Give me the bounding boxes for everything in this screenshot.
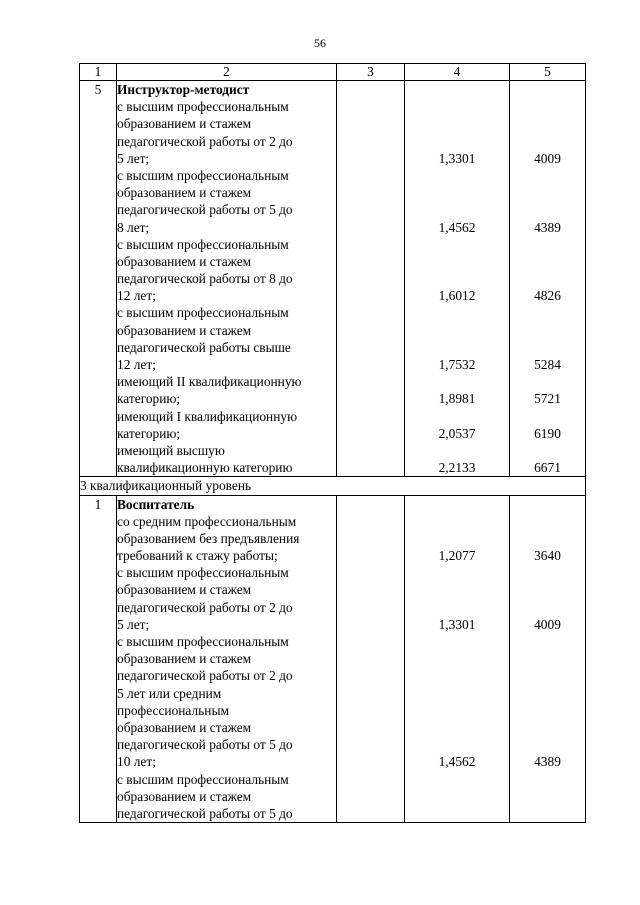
description-line: 10 лет; (117, 754, 156, 770)
salary-value: 6190 (534, 425, 561, 441)
coefficient-column (405, 81, 510, 477)
header-col-4: 4 (405, 64, 510, 81)
coefficient-value: 1,3301 (438, 150, 476, 166)
header-col-5: 5 (510, 64, 586, 81)
description-line: 5 лет; (117, 616, 150, 632)
page-number: 56 (314, 36, 326, 50)
salary-value: 4009 (534, 616, 561, 632)
description-line: с высшим профессиональным (117, 771, 289, 787)
coefficient-value: 1,4562 (438, 754, 476, 770)
salary-value: 4009 (534, 150, 561, 166)
description-line: 5 лет; (117, 150, 150, 166)
description-line: имеющий I квалификационную (117, 408, 298, 424)
description-line: 12 лет; (117, 288, 156, 304)
coefficient-value: 1,4562 (438, 219, 476, 235)
row-number: 1 (80, 495, 117, 823)
description-line: образованием и стажем (117, 719, 252, 735)
coefficient-value: 1,3301 (438, 616, 476, 632)
description-line: с высшим профессиональным (117, 236, 289, 252)
coefficient-value: 2,0537 (438, 425, 476, 441)
position-row (80, 495, 586, 823)
salary-value: 5284 (534, 357, 561, 372)
position-description (117, 81, 337, 477)
description-line: педагогической работы свыше (117, 339, 291, 355)
description-line: педагогической работы от 2 до (117, 668, 293, 684)
description-line: категорию; (117, 391, 181, 407)
description-line: имеющий высшую (117, 442, 225, 458)
description-line: с высшим профессиональным (117, 305, 289, 321)
description-line: педагогической работы от 5 до (117, 737, 293, 753)
coefficient-value: 1,8981 (438, 391, 476, 407)
description-line: имеющий II квалификационную (117, 374, 302, 390)
description-line: образованием и стажем (117, 651, 252, 667)
description-line: педагогической работы от 5 до (117, 202, 293, 218)
description-line: 8 лет; (117, 219, 150, 235)
coefficient-value: 1,7532 (438, 357, 476, 372)
description-line: 5 лет или средним (117, 685, 222, 701)
salary-value: 3640 (534, 548, 561, 564)
salary-value: 4389 (534, 754, 561, 770)
salary-value: 4389 (534, 219, 561, 235)
position-description (117, 495, 337, 823)
empty-cell (337, 81, 405, 477)
salary-column (510, 495, 586, 823)
salary-table (79, 63, 586, 823)
description-line: 12 лет; (117, 357, 156, 372)
salary-value: 6671 (534, 460, 561, 476)
coefficient-value: 1,6012 (438, 288, 476, 304)
header-col-1: 1 (80, 64, 117, 81)
header-col-3: 3 (337, 64, 405, 81)
description-line: с высшим профессиональным (117, 167, 289, 183)
empty-cell (337, 495, 405, 823)
row-number: 5 (80, 81, 117, 477)
coefficient-column (405, 495, 510, 823)
salary-value: 5721 (534, 391, 561, 407)
salary-column (510, 81, 586, 477)
description-line: педагогической работы от 5 до (117, 805, 293, 821)
coefficient-value: 1,2077 (438, 548, 476, 564)
description-line: образованием и стажем (117, 185, 252, 201)
description-line: образованием и стажем (117, 116, 252, 132)
section-row (80, 477, 586, 495)
description-line: образованием и стажем (117, 788, 252, 804)
description-line: квалификационную категорию (117, 460, 293, 476)
description-line: с высшим профессиональным (117, 99, 289, 115)
header-row (80, 64, 586, 81)
position-title: Воспитатель (117, 496, 195, 512)
description-line: образованием и стажем (117, 253, 252, 269)
description-line: с высшим профессиональным (117, 634, 289, 650)
salary-value: 4826 (534, 288, 561, 304)
header-col-2: 2 (117, 64, 337, 81)
section-title: 3 квалификационный уровень (80, 477, 586, 495)
description-line: профессиональным (117, 702, 229, 718)
description-line: образованием и стажем (117, 322, 252, 338)
description-line: категорию; (117, 425, 181, 441)
description-line: педагогической работы от 2 до (117, 599, 293, 615)
description-line: педагогической работы от 8 до (117, 271, 293, 287)
description-line: образованием без предъявления (117, 530, 300, 546)
description-line: требований к стажу работы; (117, 548, 278, 564)
description-line: со средним профессиональным (117, 513, 297, 529)
position-title: Инструктор-методист (117, 82, 250, 97)
description-line: педагогической работы от 2 до (117, 133, 293, 149)
description-line: с высшим профессиональным (117, 565, 289, 581)
position-row (80, 81, 586, 477)
description-line: образованием и стажем (117, 582, 252, 598)
coefficient-value: 2,2133 (438, 460, 476, 476)
